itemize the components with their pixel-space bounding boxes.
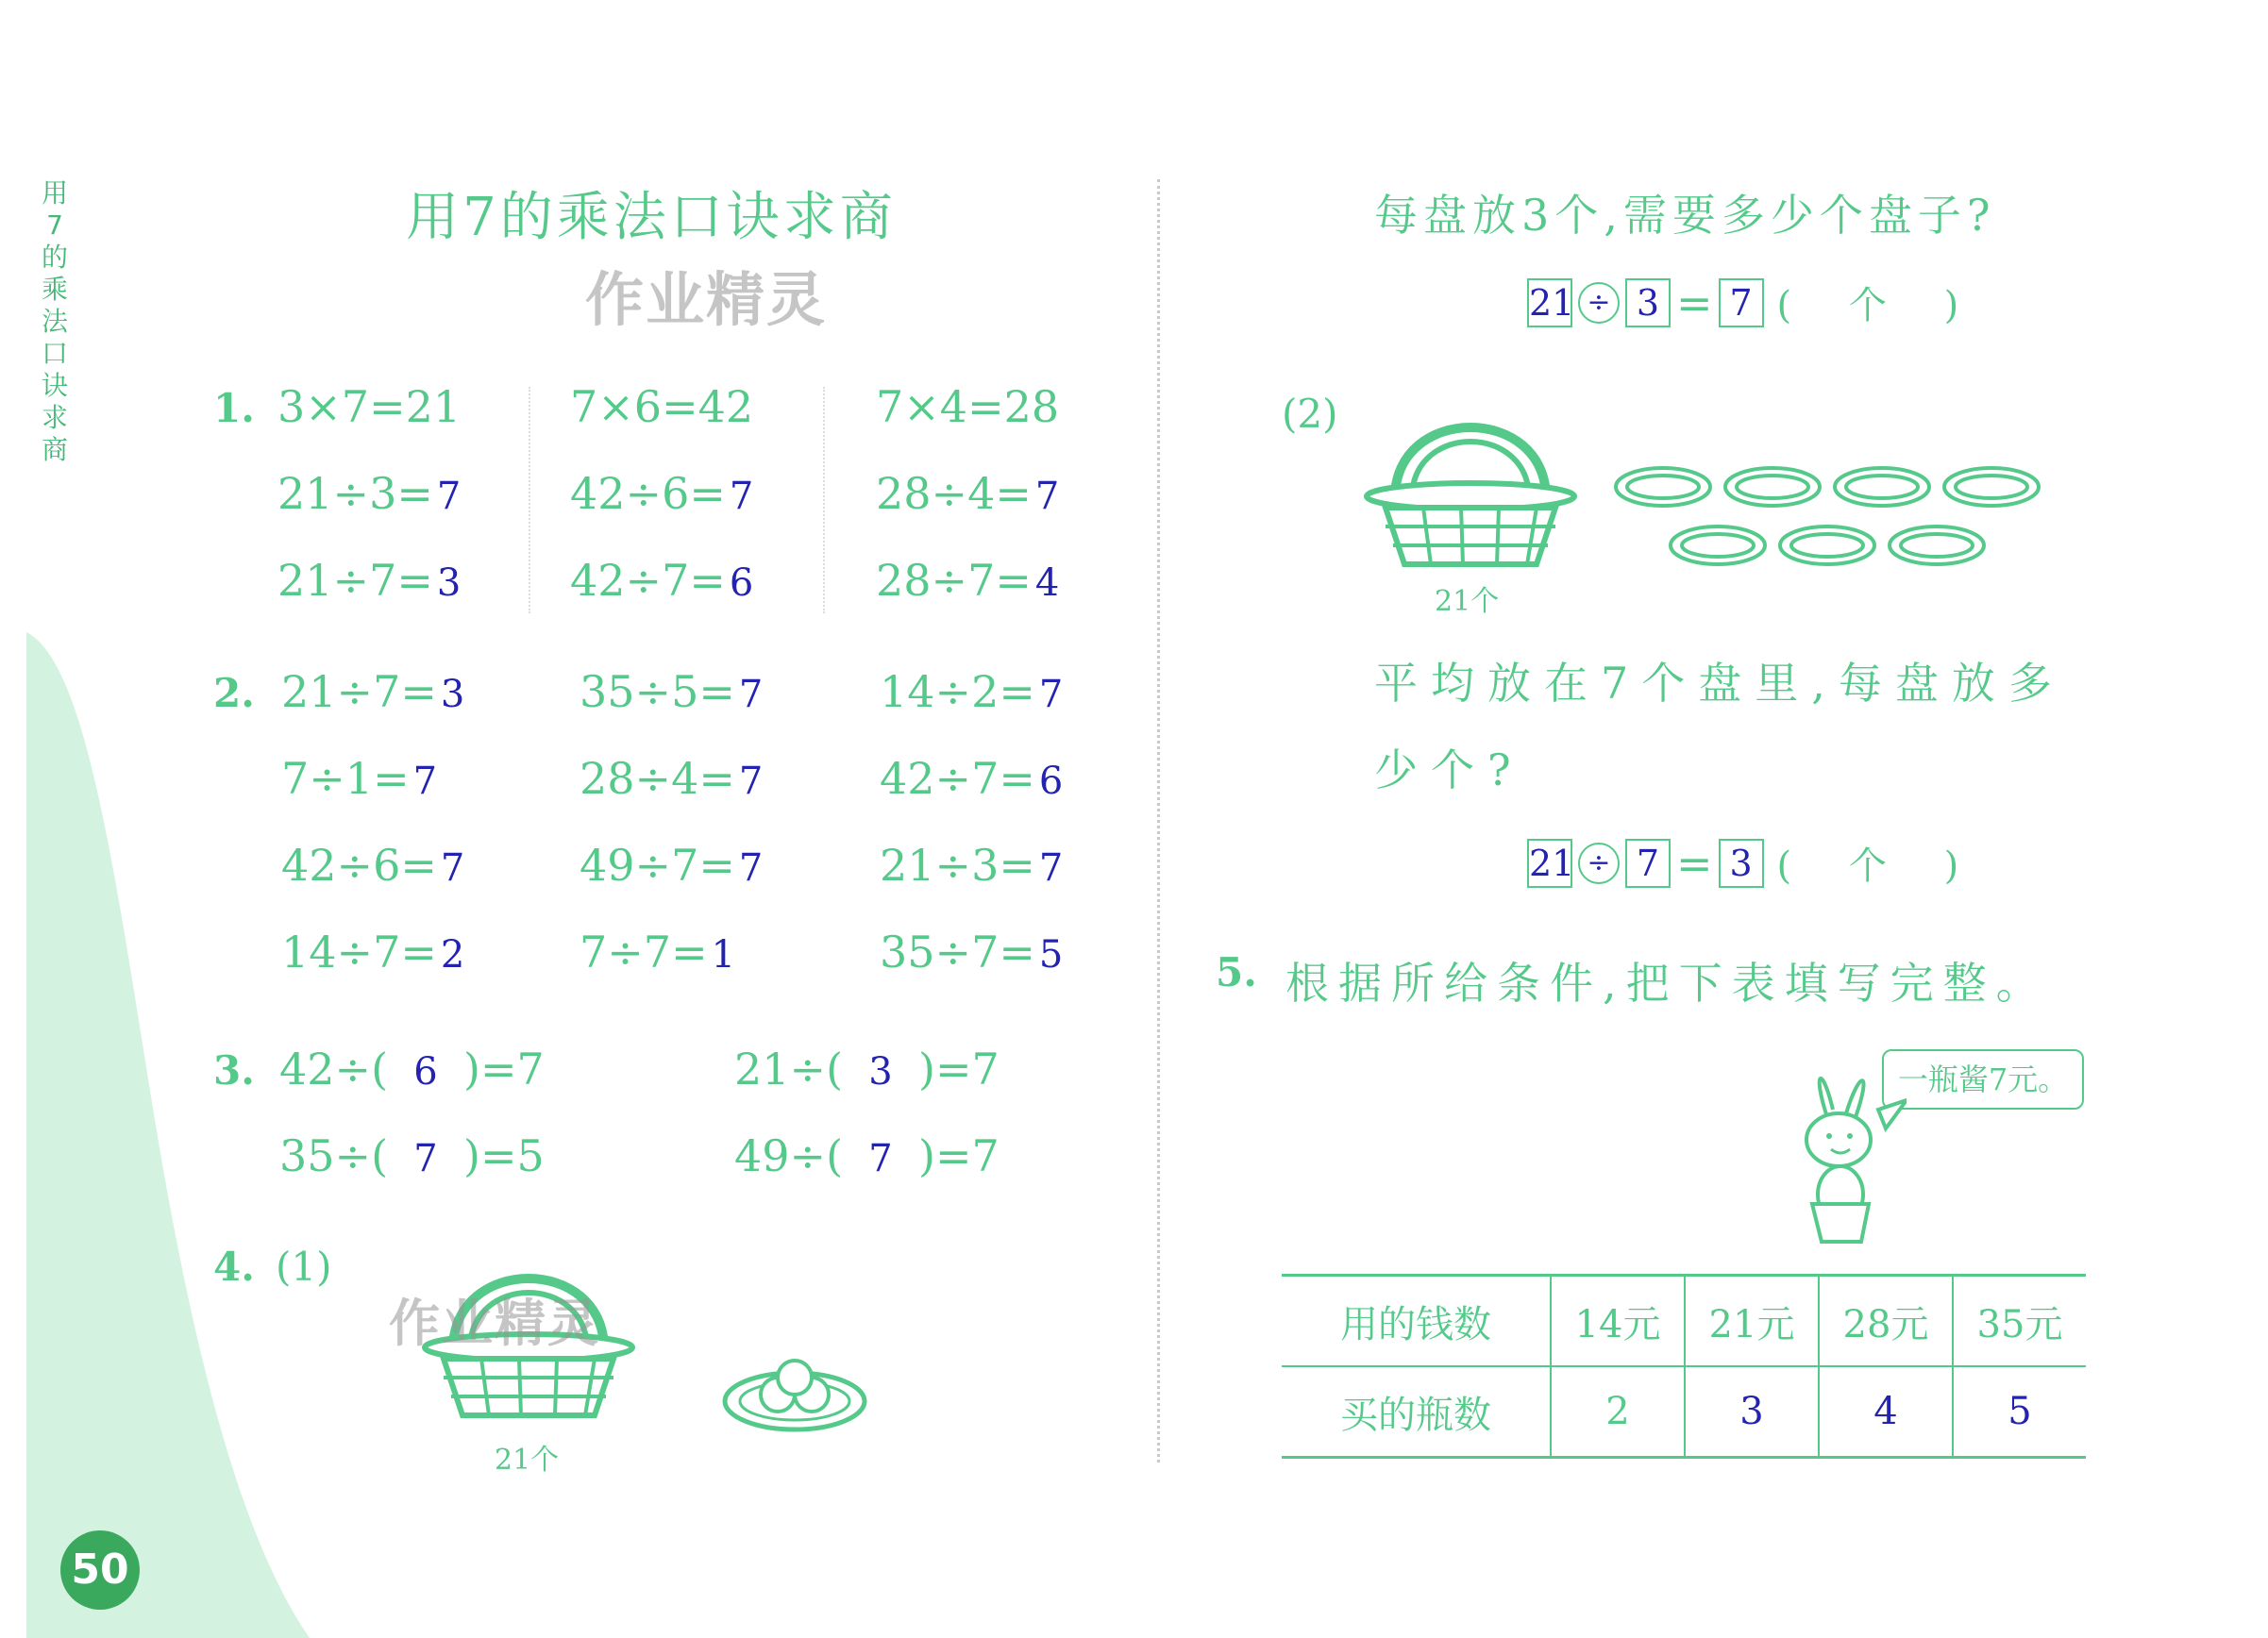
- equation: [580, 840, 763, 891]
- equation-suffix: )=5: [463, 1130, 545, 1181]
- equation-suffix: )=7: [463, 1044, 545, 1095]
- equation-answer: 6: [1038, 760, 1064, 803]
- equation-text: 42÷7=: [880, 753, 1035, 804]
- equation: [580, 666, 763, 717]
- equation-text: 3×7=21: [277, 381, 462, 432]
- table-cell: 35元: [1953, 1276, 2086, 1367]
- equation: [570, 555, 753, 606]
- equation-text: 21÷7=: [277, 555, 433, 606]
- equation-prefix: 35÷(: [279, 1130, 389, 1181]
- equation-suffix: )=7: [918, 1130, 1000, 1181]
- table-cell: 3: [1685, 1366, 1819, 1458]
- blank-answer: 7: [868, 1137, 893, 1180]
- table-row: [1282, 1276, 2086, 1367]
- equation-text: 21÷7=: [281, 666, 437, 717]
- equation-answer: 7: [738, 846, 764, 890]
- rabbit-icon: [1774, 1062, 1907, 1251]
- q5-table: [1282, 1274, 2086, 1459]
- equation-text: 49÷7=: [580, 840, 735, 891]
- equation-answer: 7: [412, 760, 438, 803]
- equation: [880, 927, 1063, 978]
- equation-answer: 7: [1034, 475, 1060, 518]
- speech-bubble: 一瓶酱7元。: [1882, 1049, 2084, 1110]
- q4-part2-question-line2: 少个?: [1374, 744, 1524, 795]
- q1-separator: [823, 387, 825, 613]
- equation-text: 28÷4=: [580, 753, 735, 804]
- sidebar-title: 用 7 的 乘 法 口 诀 求 商: [41, 177, 68, 465]
- table-cell: 5: [1953, 1366, 2086, 1458]
- plate-with-fruit-icon: [721, 1349, 868, 1434]
- equals-sign: =: [1676, 276, 1713, 328]
- equation-answer: 1: [711, 933, 736, 977]
- equation: [281, 840, 464, 891]
- blank-answer: 7: [413, 1137, 438, 1180]
- q5-number: 5.: [1216, 949, 1257, 995]
- q2-number: 2.: [213, 670, 255, 716]
- equation: [580, 753, 763, 804]
- q5-text: 根据所给条件,把下表填写完整。: [1285, 958, 2049, 1009]
- equation-suffix: )=7: [918, 1044, 1000, 1095]
- answer-box: 7: [1719, 278, 1764, 327]
- equation: [570, 468, 753, 519]
- equation-answer: 7: [440, 846, 465, 890]
- equation-answer: 7: [1038, 673, 1064, 716]
- equation: [880, 840, 1063, 891]
- blank-answer: 3: [868, 1050, 893, 1094]
- equation-answer: 6: [729, 561, 754, 605]
- equation-answer: 2: [440, 933, 465, 977]
- fill-in-equation: [734, 1044, 1000, 1095]
- empty-plates-icon: [1612, 459, 2046, 572]
- equation: [277, 381, 464, 432]
- equation: [880, 753, 1063, 804]
- equation-text: 7÷1=: [281, 753, 410, 804]
- q4-number: 4.: [213, 1244, 255, 1290]
- unit-label: ( 个 ): [1776, 844, 1982, 888]
- answer-box: 21: [1527, 278, 1572, 327]
- equation-text: 7×4=28: [876, 381, 1060, 432]
- basket-icon: [1357, 385, 1584, 583]
- watermark: 作业精灵: [585, 265, 828, 334]
- table-cell: 21元: [1685, 1276, 1819, 1367]
- equation-answer: 7: [729, 475, 754, 518]
- equals-sign: =: [1676, 837, 1713, 889]
- blank-answer: 6: [413, 1050, 438, 1094]
- equation: [876, 468, 1059, 519]
- equation-text: 42÷7=: [570, 555, 726, 606]
- fill-in-equation: [279, 1130, 545, 1181]
- equation-text: 35÷7=: [880, 927, 1035, 978]
- q4-part2-label: (2): [1282, 391, 1338, 437]
- equation-text: 28÷7=: [876, 555, 1032, 606]
- equation: [580, 927, 735, 978]
- q4-part2-answer: [1527, 836, 1981, 890]
- basket-label: 21个: [1435, 585, 1500, 618]
- equation-text: 28÷4=: [876, 468, 1032, 519]
- answer-box: 21: [1527, 839, 1572, 888]
- q4-part2-question-line1: 平均放在7个盘里,每盘放多: [1374, 658, 2065, 709]
- equation-text: 21÷3=: [277, 468, 433, 519]
- fill-in-equation: [279, 1044, 545, 1095]
- equation-answer: 7: [738, 760, 764, 803]
- equation: [281, 666, 464, 717]
- q4-part1-label: (1): [276, 1244, 332, 1290]
- equation: [880, 666, 1063, 717]
- answer-box: 3: [1719, 839, 1764, 888]
- equation: [876, 555, 1059, 606]
- operator-circle: ÷: [1578, 843, 1620, 884]
- equation-answer: 5: [1038, 933, 1064, 977]
- q1-number: 1.: [213, 385, 255, 431]
- equation-answer: 4: [1034, 561, 1060, 605]
- table-cell: 2: [1551, 1366, 1685, 1458]
- basket-label: 21个: [495, 1444, 560, 1477]
- equation-answer: 3: [436, 561, 462, 605]
- equation-answer: 3: [440, 673, 465, 716]
- equation-answer: 7: [1038, 846, 1064, 890]
- equation: [876, 381, 1063, 432]
- table-cell: 14元: [1551, 1276, 1685, 1367]
- answer-box: 3: [1625, 278, 1671, 327]
- table-cell: 28元: [1819, 1276, 1953, 1367]
- operator-circle: ÷: [1578, 282, 1620, 324]
- q4-part1-question: 每盘放3个,需要多少个盘子?: [1374, 190, 1996, 241]
- equation-text: 7×6=42: [570, 381, 754, 432]
- table-cell: 4: [1819, 1366, 1953, 1458]
- equation: [281, 927, 464, 978]
- page-title: 用7的乘法口诀求商: [406, 187, 897, 248]
- answer-box: 7: [1625, 839, 1671, 888]
- q3-number: 3.: [213, 1047, 255, 1094]
- equation-prefix: 49÷(: [734, 1130, 844, 1181]
- table-header-cell: 买的瓶数: [1282, 1366, 1551, 1458]
- equation: [570, 381, 757, 432]
- equation-text: 7÷7=: [580, 927, 708, 978]
- equation: [277, 468, 461, 519]
- equation-answer: 7: [436, 475, 462, 518]
- table-row: [1282, 1366, 2086, 1458]
- equation-text: 14÷7=: [281, 927, 437, 978]
- q1-separator: [529, 387, 530, 613]
- fill-in-equation: [734, 1130, 1000, 1181]
- equation-text: 14÷2=: [880, 666, 1035, 717]
- equation-text: 42÷6=: [281, 840, 437, 891]
- equation-answer: 7: [738, 673, 764, 716]
- equation: [277, 555, 461, 606]
- equation-prefix: 21÷(: [734, 1044, 844, 1095]
- unit-label: ( 个 ): [1776, 284, 1982, 327]
- equation-prefix: 42÷(: [279, 1044, 389, 1095]
- watermark: 作业精灵: [389, 1294, 600, 1353]
- page-divider: [1157, 179, 1160, 1462]
- equation-text: 42÷6=: [570, 468, 726, 519]
- equation-text: 35÷5=: [580, 666, 735, 717]
- page-number: 50: [60, 1530, 140, 1610]
- q4-part1-answer: [1527, 276, 1981, 329]
- table-header-cell: 用的钱数: [1282, 1276, 1551, 1367]
- equation: [281, 753, 437, 804]
- equation-text: 21÷3=: [880, 840, 1035, 891]
